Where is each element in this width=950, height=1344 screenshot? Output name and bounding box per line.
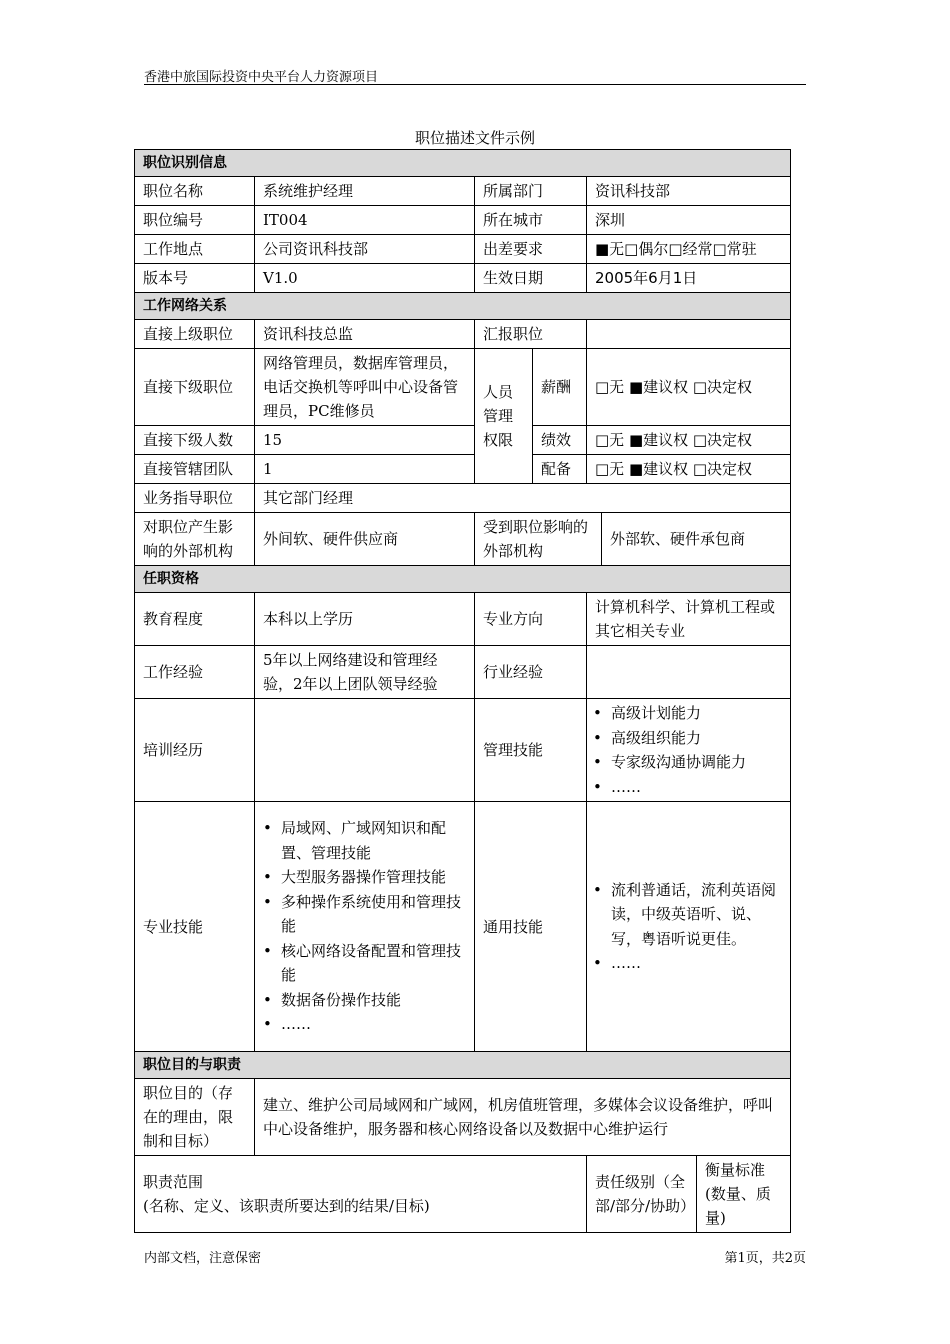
- scope-cell: [135, 1156, 587, 1233]
- job-no-label: 职位编号: [135, 206, 255, 235]
- superior-label: 直接上级职位: [135, 320, 255, 349]
- experience-label: 工作经验: [135, 646, 255, 699]
- affect-label: 对职位产生影响的外部机构: [135, 513, 255, 566]
- subordinate-value: 网络管理员，数据库管理员，电话交换机等呼叫中心设备管理员，PC维修员: [255, 349, 475, 426]
- industry-label: 行业经验: [475, 646, 587, 699]
- subordinate-label: 直接下级职位: [135, 349, 255, 426]
- list-item: • 数据备份操作技能: [261, 988, 466, 1013]
- list-item: • 大型服务器操作管理技能: [261, 865, 466, 890]
- list-item: • 高级组织能力: [591, 726, 782, 751]
- sub-count-value: 15: [255, 426, 475, 455]
- sub-count-label: 直接下级人数: [135, 426, 255, 455]
- scope-label: 职责范围: [143, 1173, 204, 1191]
- version-value: V1.0: [255, 264, 475, 293]
- mgmt-skill-label: 管理技能: [475, 699, 587, 802]
- hr-authority-label: 人员管理权限: [475, 349, 533, 484]
- list-item: • 专家级沟通协调能力: [591, 750, 782, 775]
- section-network: 工作网络关系: [135, 293, 791, 320]
- responsibility-level-header: 责任级别（全部/部分/协助）: [587, 1156, 697, 1233]
- section-purpose: 职位目的与职责: [135, 1052, 791, 1079]
- travel-value: ■无□偶尔□经常□常驻: [587, 235, 791, 264]
- dept-value: 资讯科技部: [587, 177, 791, 206]
- pro-skill-list: [255, 802, 475, 1052]
- footer-page-number: 第1页，共2页: [724, 1251, 806, 1266]
- guidance-label: 业务指导职位: [135, 484, 255, 513]
- job-description-table: [134, 149, 790, 1233]
- team-value: 1: [255, 455, 475, 484]
- training-value: [255, 699, 475, 802]
- effective-value: 2005年6月1日: [587, 264, 791, 293]
- location-value: 公司资讯科技部: [255, 235, 475, 264]
- purpose-value: 建立、维护公司局域网和广域网，机房值班管理，多媒体会议设备维护，呼叫中心设备维护，服务器和核心网络设备以及数据中心维护运行: [255, 1079, 791, 1156]
- page-header: 香港中旅国际投资中央平台人力资源项目: [144, 70, 379, 85]
- list-item: • ……: [261, 1012, 466, 1037]
- affect-value: 外间软、硬件供应商: [255, 513, 475, 566]
- mgmt-skill-list: [587, 699, 791, 802]
- job-name-value: 系统维护经理: [255, 177, 475, 206]
- list-item: • 局域网、广域网知识和配置、管理技能: [261, 816, 466, 865]
- team-label: 直接管辖团队: [135, 455, 255, 484]
- scope-description: (名称、定义、该职责所要达到的结果/目标): [143, 1197, 430, 1215]
- guidance-value: 其它部门经理: [255, 484, 791, 513]
- affected-value: 外部软、硬件承包商: [602, 513, 791, 566]
- city-label: 所在城市: [475, 206, 587, 235]
- travel-label: 出差要求: [475, 235, 587, 264]
- job-no-value: IT004: [255, 206, 475, 235]
- salary-value: □无 ■建议权 □决定权: [587, 349, 791, 426]
- version-label: 版本号: [135, 264, 255, 293]
- location-label: 工作地点: [135, 235, 255, 264]
- dept-label: 所属部门: [475, 177, 587, 206]
- training-label: 培训经历: [135, 699, 255, 802]
- pro-skill-label: 专业技能: [135, 802, 255, 1052]
- major-label: 专业方向: [475, 593, 587, 646]
- section-qualification: 任职资格: [135, 566, 791, 593]
- header-rule: [144, 84, 806, 85]
- major-value: 计算机科学、计算机工程或其它相关专业: [587, 593, 791, 646]
- education-label: 教育程度: [135, 593, 255, 646]
- section-identity: 职位识别信息: [135, 150, 791, 177]
- affected-label: 受到职位影响的外部机构: [475, 513, 602, 566]
- staffing-value: □无 ■建议权 □决定权: [587, 455, 791, 484]
- performance-label: 绩效: [533, 426, 587, 455]
- footer-confidential: 内部文档，注意保密: [144, 1251, 262, 1266]
- list-item: • 流利普通话，流利英语阅读，中级英语听、说、写，粤语听说更佳。: [591, 878, 782, 952]
- report-value: [587, 320, 791, 349]
- general-skill-list: [587, 802, 791, 1052]
- education-value: 本科以上学历: [255, 593, 475, 646]
- performance-value: □无 ■建议权 □决定权: [587, 426, 791, 455]
- industry-value: [587, 646, 791, 699]
- purpose-label: 职位目的（存在的理由，限制和目标）: [135, 1079, 255, 1156]
- superior-value: 资讯科技总监: [255, 320, 475, 349]
- report-label: 汇报职位: [475, 320, 587, 349]
- effective-label: 生效日期: [475, 264, 587, 293]
- staffing-label: 配备: [533, 455, 587, 484]
- document-title: 职位描述文件示例: [414, 129, 535, 147]
- list-item: • ……: [591, 775, 782, 800]
- job-name-label: 职位名称: [135, 177, 255, 206]
- general-skill-label: 通用技能: [475, 802, 587, 1052]
- city-value: 深圳: [587, 206, 791, 235]
- list-item: • 核心网络设备配置和管理技能: [261, 939, 466, 988]
- experience-value: 5年以上网络建设和管理经验，2年以上团队领导经验: [255, 646, 475, 699]
- list-item: • 高级计划能力: [591, 701, 782, 726]
- list-item: • ……: [591, 951, 782, 976]
- measure-header: 衡量标准(数量、质量): [697, 1156, 791, 1233]
- list-item: • 多种操作系统使用和管理技能: [261, 890, 466, 939]
- salary-label: 薪酬: [533, 349, 587, 426]
